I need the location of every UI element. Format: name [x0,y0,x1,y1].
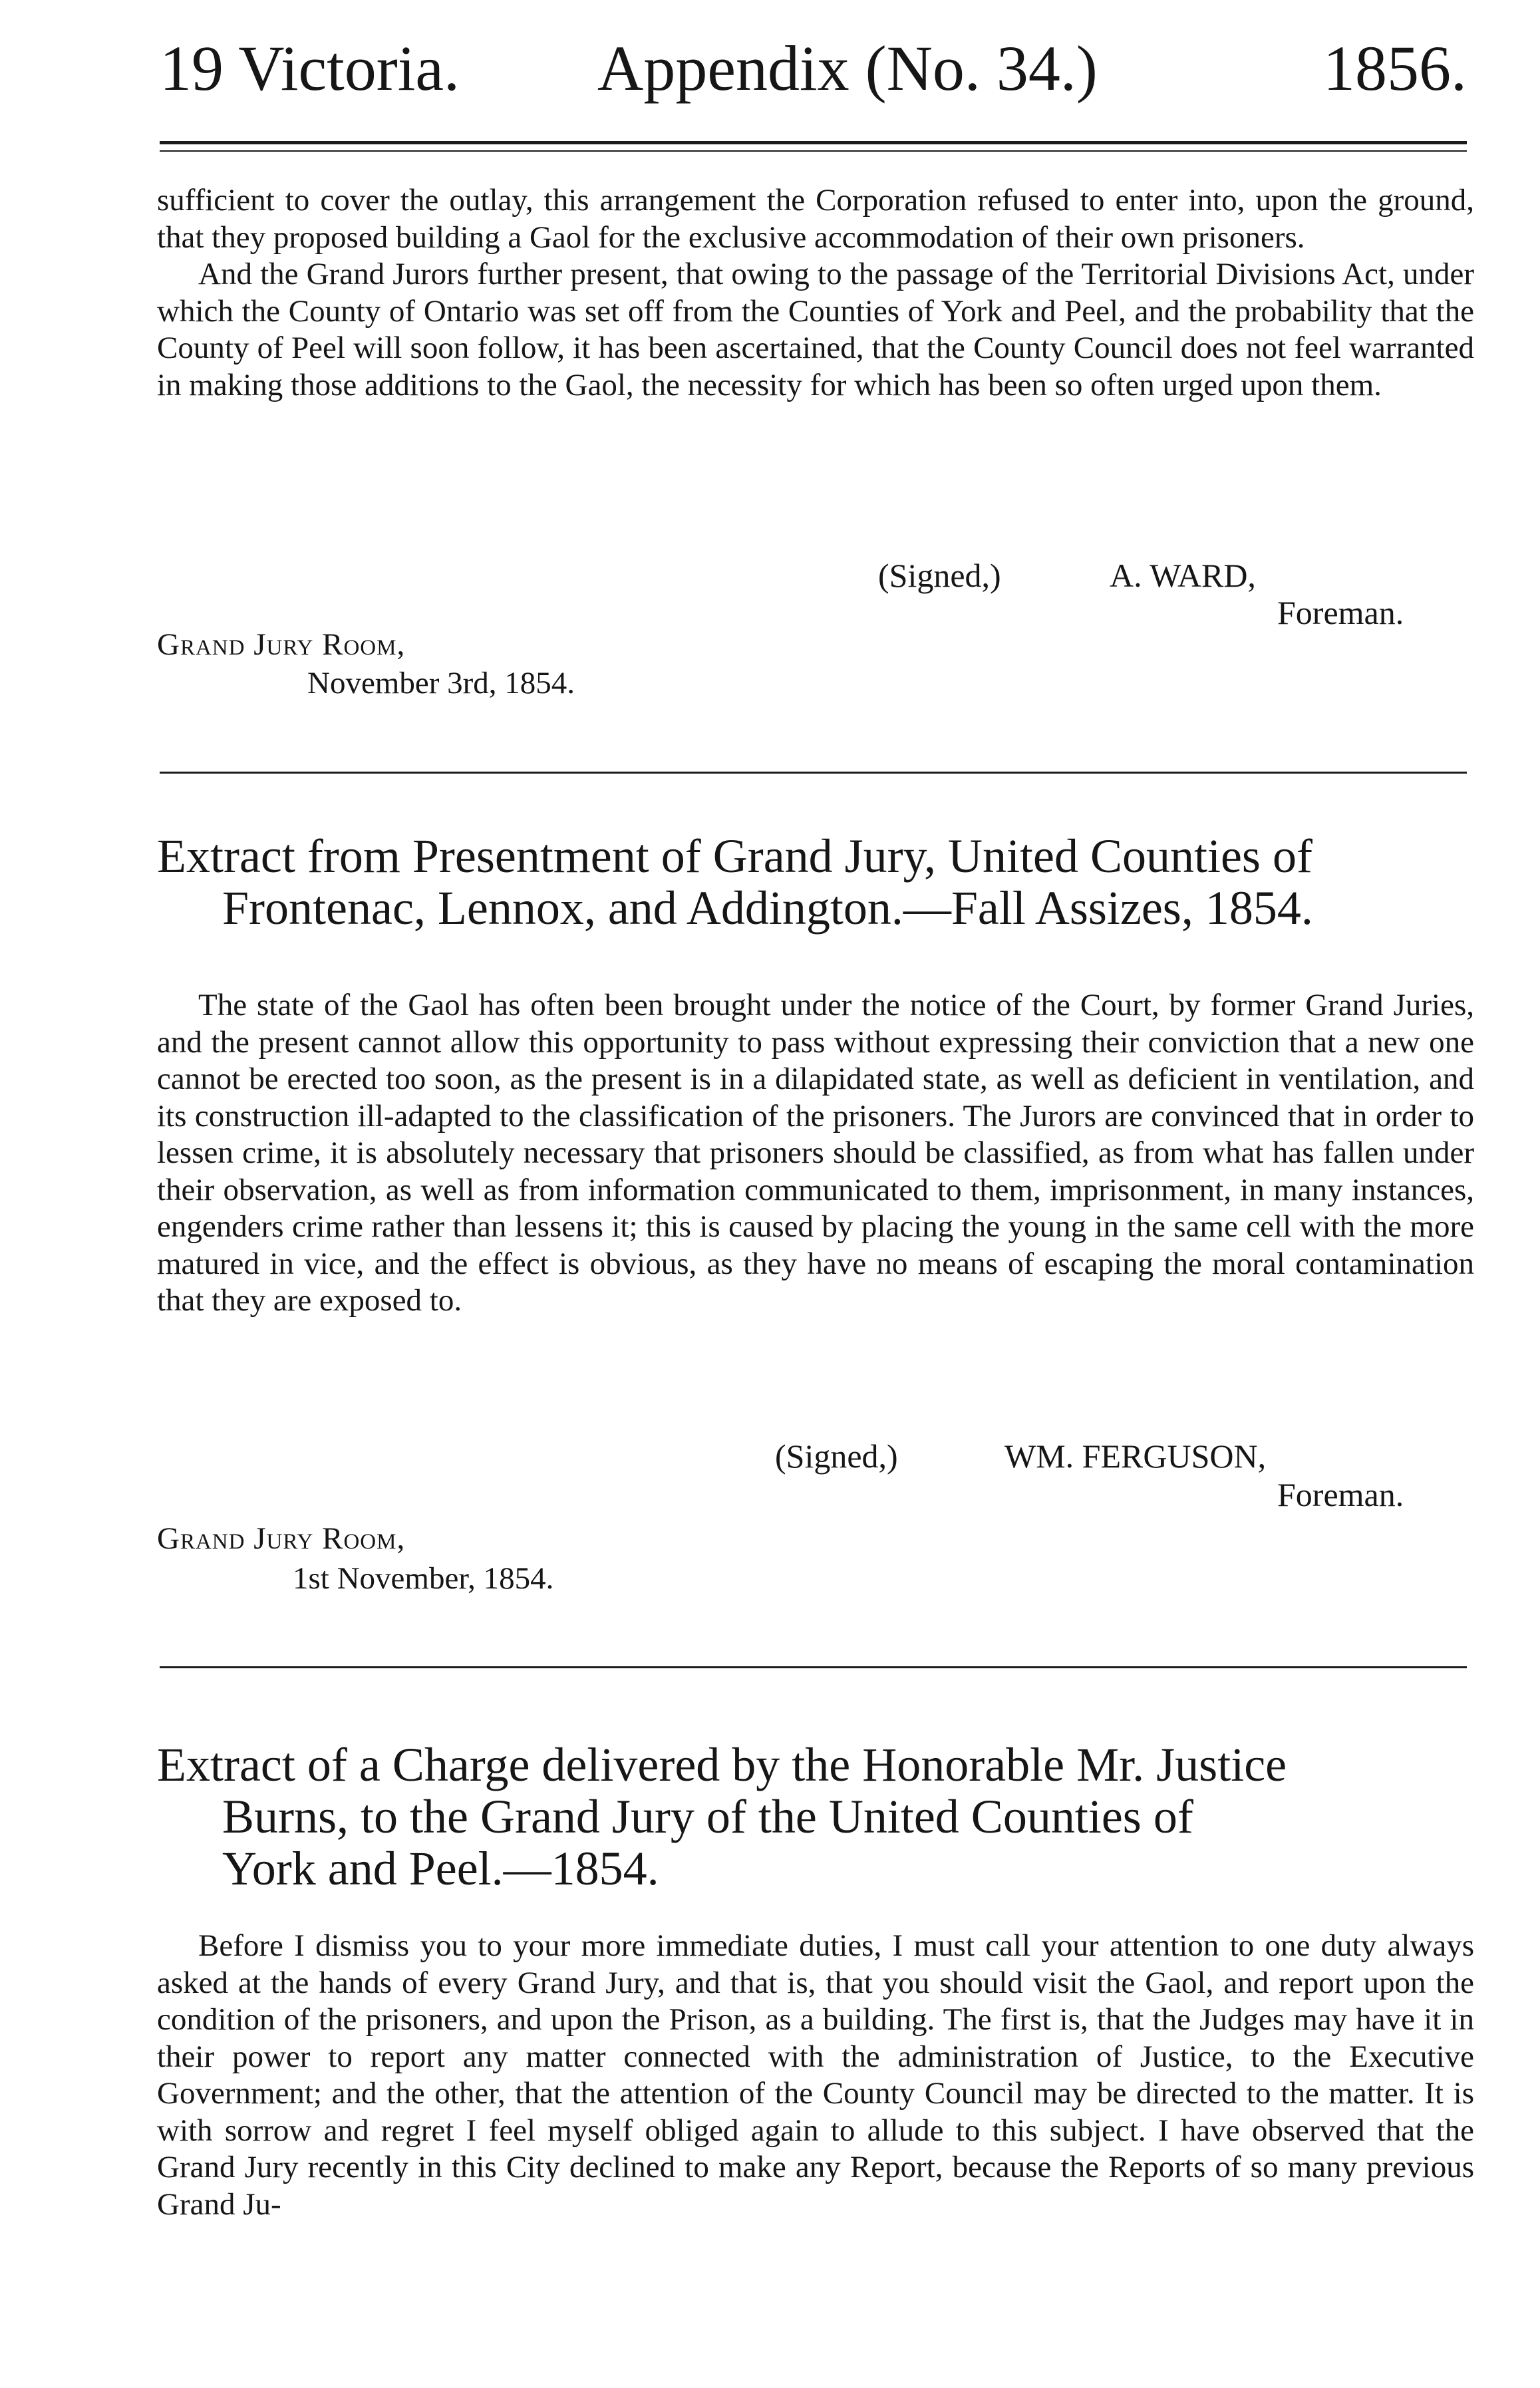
header-year: 1856. [1323,33,1467,104]
header-rule-thick [160,141,1467,144]
section1-date: November 3rd, 1854. [307,666,575,700]
section3-heading-line1: Extract of a Charge delivered by the Honorable Mr. Justice [157,1738,1287,1791]
section3-heading [157,1739,1474,1894]
section1-jury-room: Grand Jury Room, [157,627,406,662]
section2-para: The state of the Gaol has often been brought under the notice of the Court, by former Grand Juries, and the present cannot allow this opportunity to pass without expressing their conviction that a new one cannot be erected too soon, as the present is in a dilapidated state, as well as deficient in ventilation, and its construction ill-adapted to the classification of the prisoners. The Jurors are convinced that in order to lessen crime, it is absolutely necessary that prisoners should be classified, as from what has fallen under their observation, as well as from information communicated to them, imprisonment, in many instances, engenders crime rather than lessens it; this is caused by placing the young in the same cell with the more matured in vice, and the effect is obvious, as they have no means of escaping the moral contamination that they are exposed to. [157,988,1474,1318]
section2-body [157,987,1474,1320]
section3-heading-line3: York and Peel.—1854. [222,1842,659,1895]
section1-body [157,182,1474,404]
section2-role: Foreman. [1277,1476,1404,1513]
header-regnal-year: 19 Victoria. [160,33,460,104]
running-header [160,25,1467,112]
section-divider [160,1666,1467,1668]
section2-heading [157,830,1474,934]
section2-date: 1st November, 1854. [293,1561,554,1596]
section-divider [160,772,1467,774]
section2-heading-line2: Frontenac, Lennox, and Addington.—Fall Assizes, 1854. [222,881,1313,935]
section1-role: Foreman. [1277,594,1404,631]
section1-signed-label: (Signed,) [878,557,1001,594]
header-appendix: Appendix (No. 34.) [597,33,1098,104]
section2-signed-label: (Signed,) [775,1437,898,1475]
header-rule-thin [160,150,1467,152]
section1-signer: A. WARD, [1110,557,1256,594]
section2-heading-line1: Extract from Presentment of Grand Jury, United Counties of [157,829,1312,883]
section3-heading-line2: Burns, to the Grand Jury of the United Counties of [222,1790,1193,1843]
section3-body [157,1928,1474,2223]
section2-jury-room: Grand Jury Room, [157,1521,406,1556]
section1-para2: And the Grand Jurors further present, that owing to the passage of the Territorial Divisions Act, under which the County of Ontario was set off from the Counties of York and Peel, and the probability that the County of Peel will soon follow, it has been ascertained, that the County Council does not feel warranted in making those additions to the Gaol, the necessity for which has been so often urged upon them. [157,257,1474,402]
section3-para: Before I dismiss you to your more immediate duties, I must call your attention to one duty always asked at the hands of every Grand Jury, and that is, that you should visit the Gaol, and report upon the condition of the prisoners, and upon the Prison, as a building. The first is, that the Judges may have it in their power to report any matter connected with the administration of Justice, to the Executive Government; and the other, that the attention of the County Council may be directed to the matter. It is with sorrow and regret I feel myself obliged again to allude to this subject. I have observed that the Grand Jury recently in this City declined to make any Report, because the Reports of so many previous Grand Ju- [157,1928,1474,2222]
section2-signer: WM. FERGUSON, [1004,1437,1267,1475]
section1-para1: sufficient to cover the outlay, this arrangement the Corporation refused to enter into, upon the ground, that they proposed building a Gaol for the exclusive accommodation of their own prisoners. [157,183,1474,255]
